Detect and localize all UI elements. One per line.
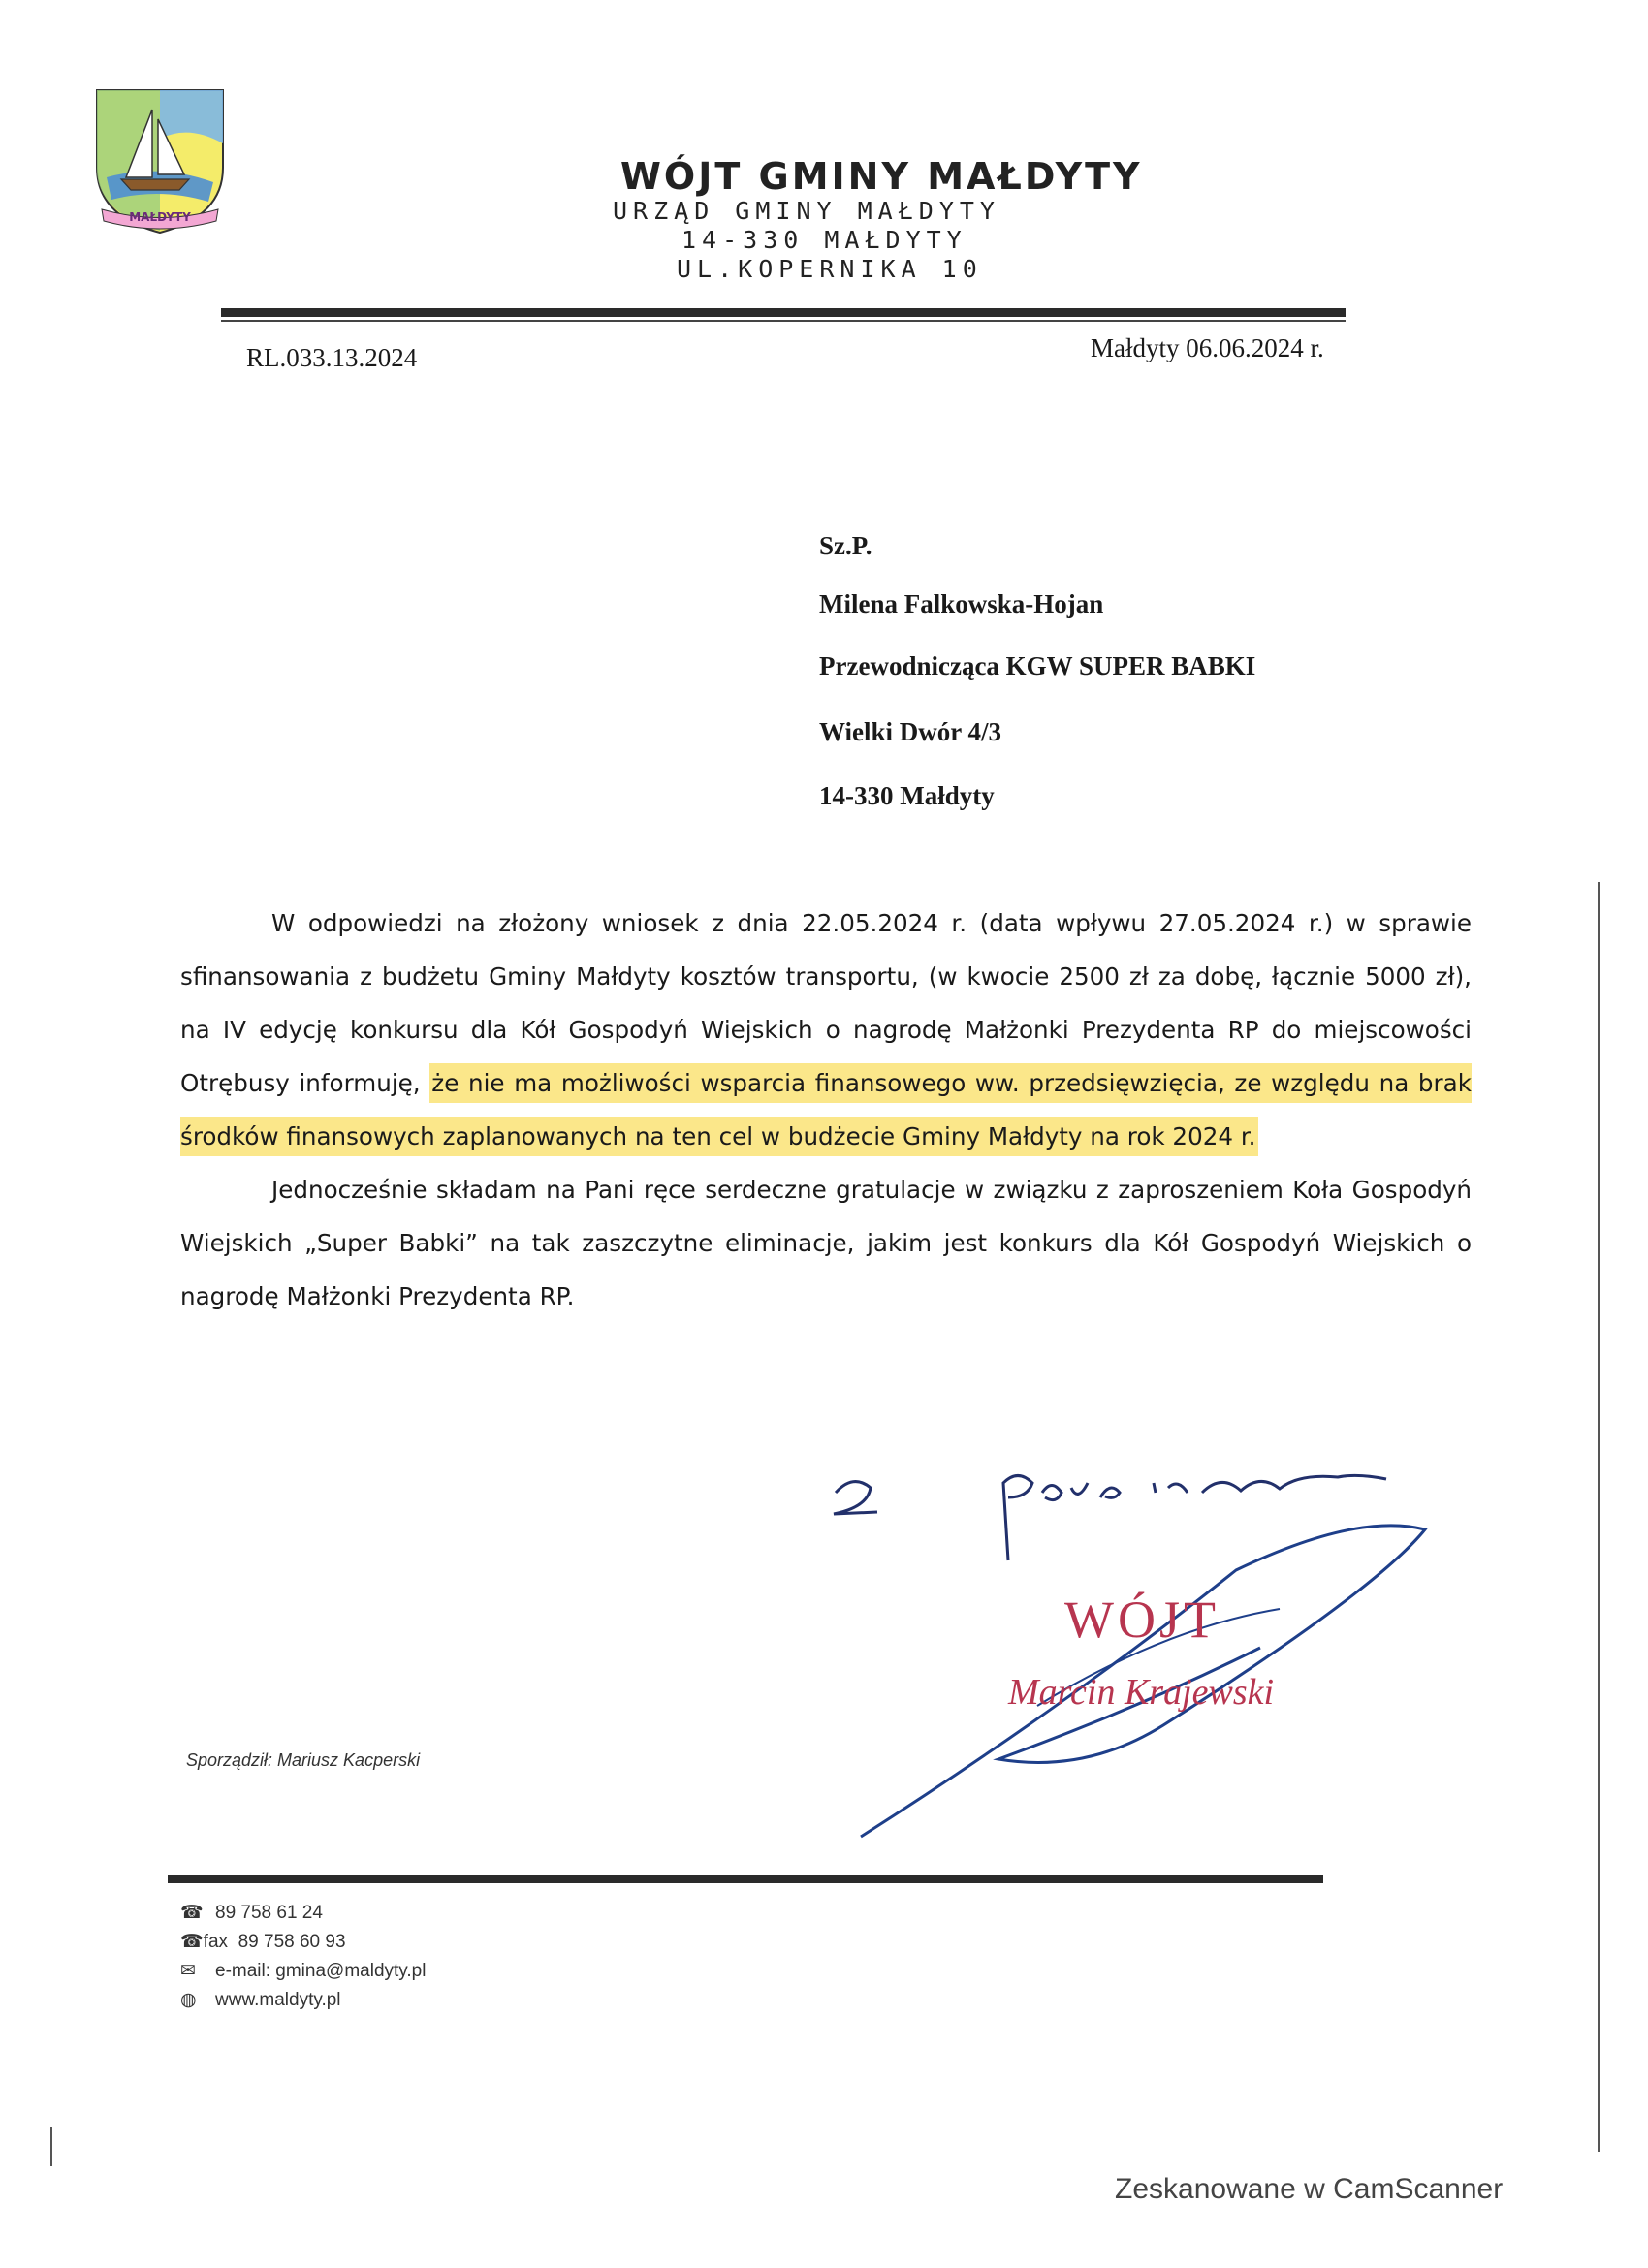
scanner-watermark: Zeskanowane w CamScanner — [1115, 2173, 1504, 2205]
fax-label: fax — [203, 1932, 229, 1952]
stamp-title: WÓJT — [1064, 1591, 1220, 1649]
letterhead-zip-city: 14-330 MAŁDYTY — [681, 226, 967, 254]
prepared-by: Sporządził: Mariusz Kacperski — [186, 1750, 421, 1770]
letterhead-office: URZĄD GMINY MAŁDYTY — [613, 197, 1000, 225]
body-paragraph-2: Jednocześnie składam na Pani ręce serdeczne gratulacje w związku z zaproszeniem Koła Gospodyń Wiejskich „Super Babki” na tak zaszczytne eliminacje, jakim jest konkurs dla Kół Gospodyń Wiejskich o nagrodę Małżonki Prezydenta RP. — [180, 1176, 1472, 1310]
footer-rule — [168, 1875, 1323, 1883]
contact-website — [180, 1989, 341, 2011]
reference-number: RL.033.13.2024 — [246, 343, 418, 372]
phone-number: 89 758 61 24 — [215, 1903, 323, 1923]
place-date: Małdyty 06.06.2024 r. — [1091, 333, 1324, 362]
letterhead-title: WÓJT GMINY MAŁDYTY — [620, 155, 1143, 198]
body-paragraph-1 — [180, 897, 1472, 1163]
recipient-name: Milena Falkowska-Hojan — [819, 589, 1104, 618]
recipient-role: Przewodnicząca KGW SUPER BABKI — [819, 651, 1256, 680]
municipality-crest-logo — [92, 85, 228, 236]
logo-text: MAŁDYTY — [129, 210, 191, 224]
recipient-city: 14-330 Małdyty — [819, 781, 995, 810]
email-address: e-mail: gmina@maldyty.pl — [215, 1961, 427, 1981]
envelope-icon: ✉ — [180, 1961, 196, 1981]
fax-number: 89 758 60 93 — [238, 1932, 346, 1952]
website-url: www.maldyty.pl — [215, 1990, 341, 2010]
contact-email — [180, 1960, 426, 1982]
stamp-name: Marcin Krajewski — [1008, 1672, 1275, 1713]
body-paragraph-1-text: W odpowiedzi na złożony wniosek z dnia 22.05.2024 r. (data wpływu 27.05.2024 r.) w sprawie sfinansowania z budżetu Gminy Małdyty kosztów transportu, (w kwocie 2500 zł za dobę, łącznie 5000 zł), na IV edycję konkursu dla Kół Gospodyń Wiejskich o nagrodę Małżonki Prezydenta RP do miejscowości Otrębusy informuję, — [180, 909, 1472, 1097]
contact-phone — [180, 1902, 323, 1924]
globe-icon: ◍ — [180, 1990, 197, 2010]
letterhead-rule-thin — [221, 320, 1346, 322]
phone-icon: ☎ — [180, 1903, 204, 1923]
contact-fax — [180, 1931, 346, 1953]
scan-edge-left — [50, 2127, 52, 2166]
recipient-address: Wielki Dwór 4/3 — [819, 717, 1002, 746]
letterhead-street: UL.KOPERNIKA 10 — [677, 255, 983, 283]
scan-edge-right — [1598, 882, 1600, 2152]
letter-body — [180, 897, 1472, 1323]
letterhead-rule — [221, 308, 1346, 317]
recipient-salutation: Sz.P. — [819, 531, 872, 560]
highlighted-text: że nie ma możliwości wsparcia finansowego ww. przedsięwzięcia, ze względu na brak środków finansowych zaplanowanych na ten cel w budżecie Gminy Małdyty na rok 2024 r. — [180, 1063, 1472, 1156]
fax-icon: ☎ — [180, 1932, 204, 1952]
